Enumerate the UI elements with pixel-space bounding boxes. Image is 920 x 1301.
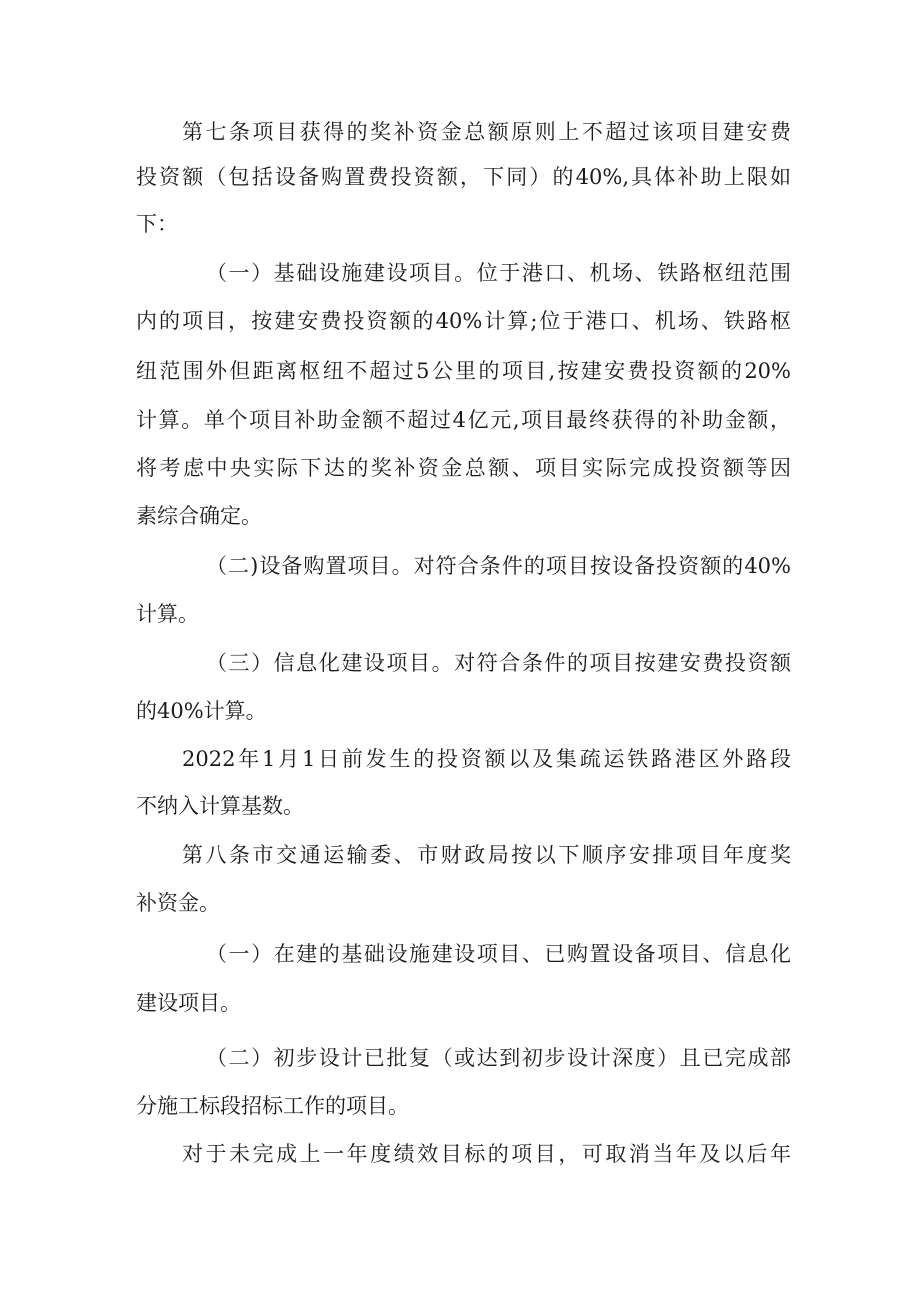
text-line: 第八条市交通运输委、市财政局按以下顺序安排项目年度奖 (182, 843, 791, 867)
text-line: （二）初步设计已批复（或达到初步设计深度）且已完成部 (206, 1046, 791, 1070)
text-line: 补资金。 (136, 891, 220, 915)
text-line: 对于未完成上一年度绩效目标的项目，可取消当年及以后年 (182, 1142, 791, 1166)
text-line: 投资额（包括设备购置费投资额，下同）的40%,具体补助上限如 (136, 165, 791, 189)
text-line: （二)设备购置项目。对符合条件的项目按设备投资额的40% (206, 554, 791, 578)
text-line: 素综合确定。 (136, 504, 262, 528)
text-line: （一）基础设施建设项目。位于港口、机场、铁路枢纽范围 (206, 261, 791, 285)
text-line: 建设项目。 (136, 991, 241, 1015)
text-line: 计算。 (136, 602, 199, 626)
text-line: 分施工标段招标工作的项目。 (136, 1094, 409, 1118)
text-line: 第七条项目获得的奖补资金总额原则上不超过该项目建安费 (182, 120, 791, 144)
text-line: 纽范围外但距离枢纽不超过5公里的项目,按建安费投资额的20% (136, 359, 791, 383)
text-line: （一）在建的基础设施建设项目、已购置设备项目、信息化 (206, 942, 791, 966)
text-line: 2022年1月1日前发生的投资额以及集疏运铁路港区外路段 (182, 747, 791, 771)
text-line: 下： (136, 212, 178, 236)
text-line: （三）信息化建设项目。对符合条件的项目按建安费投资额 (206, 651, 791, 675)
text-line: 计算。单个项目补助金额不超过4亿元,项目最终获得的补助金额， (136, 408, 791, 432)
text-line: 将考虑中央实际下达的奖补资金总额、项目实际完成投资额等因 (136, 456, 791, 480)
text-line: 内的项目，按建安费投资额的40%计算;位于港口、机场、铁路枢 (136, 309, 791, 333)
text-line: 不纳入计算基数。 (136, 794, 304, 818)
text-line: 的40%计算。 (136, 699, 267, 723)
